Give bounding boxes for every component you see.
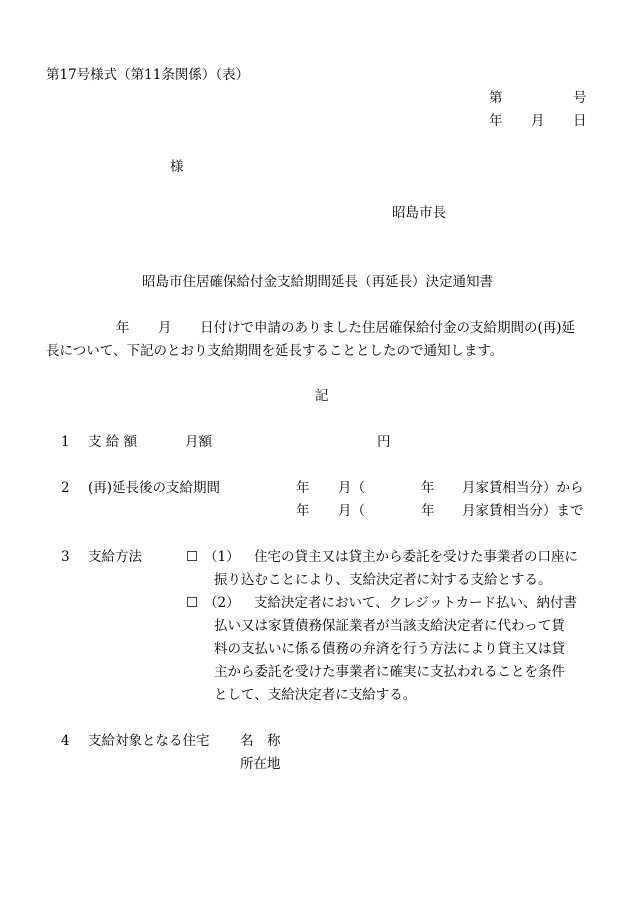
item3-number: 3: [61, 549, 70, 565]
option2-line4: 主から委託を受けた事業者に確実に支払われることを条件: [214, 664, 565, 680]
date-day-label: 日: [573, 113, 587, 129]
item3-label: 支給方法: [88, 549, 142, 565]
item4-label: 支給対象となる住宅: [88, 733, 210, 749]
issuer: 昭島市長: [392, 205, 446, 221]
ki-heading: 記: [315, 388, 329, 404]
item4-number: 4: [61, 733, 70, 749]
option2-line5: として、支給決定者に支給する。: [214, 687, 417, 703]
date-month-label: 月: [531, 113, 545, 129]
item2-label: (再)延長後の支給期間: [88, 480, 221, 496]
option2-checkbox[interactable]: ☐: [186, 595, 199, 611]
item2-row2-year: 年: [296, 503, 310, 519]
form-label: 第17号様式（第11条関係）（表）: [46, 67, 250, 83]
item2-number: 2: [61, 480, 70, 496]
item2-row2-tail: 月家賃相当分）まで: [462, 503, 584, 519]
option2-line1: 支給決定者において、クレジットカード払い、納付書: [254, 595, 577, 611]
intro-year-label: 年: [116, 320, 130, 336]
item2-row1-month: 月（: [338, 480, 365, 496]
item2-row2-year2: 年: [421, 503, 435, 519]
addressee-honorific: 様: [170, 159, 184, 175]
option1-checkbox[interactable]: ☐: [186, 549, 199, 565]
option2-line2: 払い又は家賃債務保証業者が当該支給決定者に代わって賃: [214, 618, 565, 634]
item2-row2-month: 月（: [338, 503, 365, 519]
item1-yen-unit: 円: [377, 434, 391, 450]
option1-line2: 振り込むことにより、支給決定者に対する支給とする。: [214, 572, 552, 588]
option2-line3: 料の支払いに係る債務の弁済を行う方法により貸主又は貸: [214, 641, 565, 657]
option1-line1: 住宅の貸主又は貸主から委託を受けた事業者の口座に: [254, 549, 578, 565]
item1-label: 支 給 額: [88, 434, 138, 450]
intro-line1: 日付けで申請のありました住居確保給付金の支給期間の(再)延: [200, 320, 576, 336]
option2-number: （2）: [204, 595, 240, 611]
item2-row1-year: 年: [296, 480, 310, 496]
date-year-label: 年: [489, 113, 503, 129]
item4-address-label: 所在地: [240, 756, 281, 772]
doc-number-dai: 第: [489, 90, 503, 106]
intro-line2: 長について、下記のとおり支給期間を延長することとしたので通知します。: [46, 343, 504, 359]
item4-name-label: 名 称: [240, 733, 281, 749]
intro-month-label: 月: [158, 320, 172, 336]
item1-number: 1: [61, 434, 70, 450]
item1-monthly-label: 月額: [185, 434, 212, 450]
item2-row1-year2: 年: [421, 480, 435, 496]
item2-row1-tail: 月家賃相当分）から: [462, 480, 584, 496]
doc-number-go: 号: [573, 90, 587, 106]
option1-number: （1）: [204, 549, 240, 565]
document-title: 昭島市住居確保給付金支給期間延長（再延長）決定通知書: [142, 274, 493, 290]
